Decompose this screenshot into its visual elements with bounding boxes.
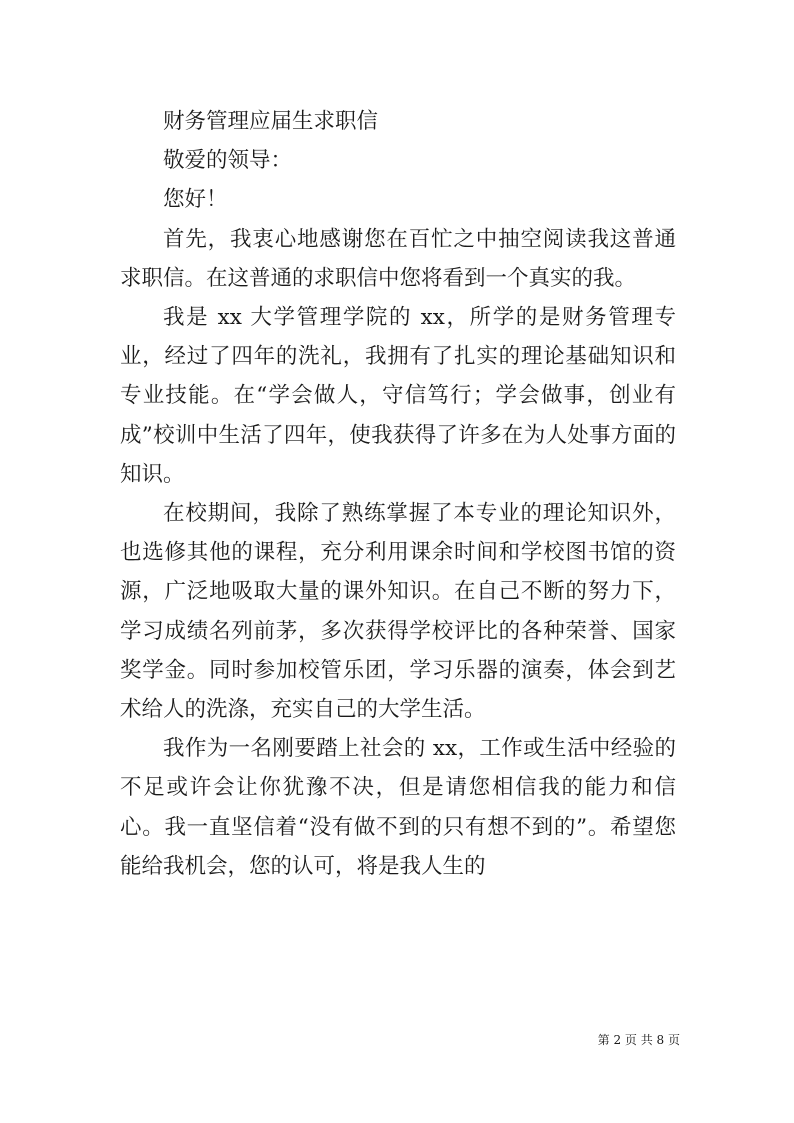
document-body bbox=[120, 102, 676, 886]
page-number: 第 2 页 共 8 页 bbox=[597, 1033, 680, 1047]
paragraph-1: 首先，我衷心地感谢您在百忙之中抽空阅读我这普通求职信。在这普通的求职信中您将看到一个真实的我。 bbox=[120, 226, 676, 291]
letter-greeting: 您好！ bbox=[163, 187, 228, 213]
letter-salutation: 敬爱的领导： bbox=[163, 148, 293, 174]
letter-title: 财务管理应届生求职信 bbox=[163, 109, 379, 134]
paragraph-4: 我作为一名刚要踏上社会的 xx，工作或生活中经验的不足或许会让你犹豫不决，但是请您相信我的能力和信心。我一直坚信着“没有做不到的只有想不到的”。希望您能给我机会，您的认可，将是我人生的 bbox=[120, 736, 676, 879]
paragraph-3: 在校期间，我除了熟练掌握了本专业的理论知识外，也选修其他的课程，充分利用课余时间和学校图书馆的资源，广泛地吸取大量的课外知识。在自己不断的努力下，学习成绩名列前茅，多次获得学校评比的各种荣誉、国家奖学金。同时参加校管乐团，学习乐器的演奏，体会到艺术给人的洗涤，充实自己的大学生活。 bbox=[120, 501, 676, 723]
paragraph-2: 我是 xx 大学管理学院的 xx，所学的是财务管理专业，经过了四年的洗礼，我拥有了扎实的理论基础知识和专业技能。在“学会做人，守信笃行；学会做事，创业有成”校训中生活了四年，使我获得了许多在为人处事方面的知识。 bbox=[120, 305, 676, 487]
